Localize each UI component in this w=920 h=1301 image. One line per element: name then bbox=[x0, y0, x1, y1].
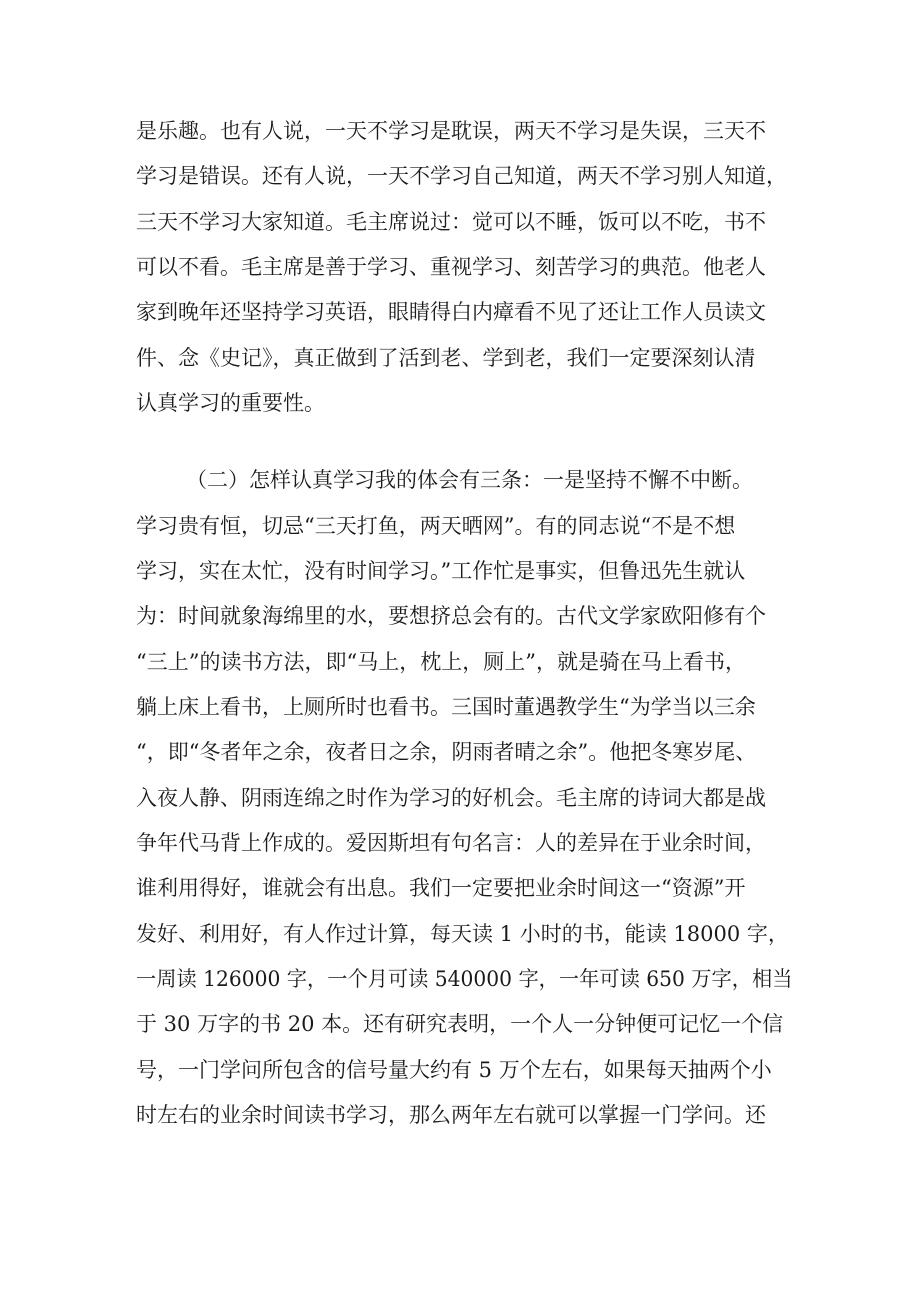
text-line: 发好、利用好，有人作过计算，每天读 1 小时的书，能读 18000 字， bbox=[136, 922, 789, 946]
text-line: 学习是错误。还有人说，一天不学习自己知道，两天不学习别人知道， bbox=[136, 164, 787, 188]
text-line: 一周读 126000 字，一个月可读 540000 字，一年可读 650 万字，相当 bbox=[136, 967, 793, 991]
text-line: “，即“冬者年之余，夜者日之余，阴雨者晴之余”。他把冬寒岁尾、 bbox=[136, 740, 757, 764]
text-line: 谁利用得好，谁就会有出息。我们一定要把业余时间这一“资源”开 bbox=[136, 876, 746, 900]
text-line: 家到晚年还坚持学习英语，眼睛得白内瘴看不见了还让工作人员读文 bbox=[136, 300, 766, 324]
text-line: 三天不学习大家知道。毛主席说过：觉可以不睡，饭可以不吃，书不 bbox=[136, 210, 766, 234]
text-line: 为：时间就象海绵里的水，要想挤总会有的。古代文学家欧阳修有个 bbox=[136, 604, 766, 628]
text-line: 是乐趣。也有人说，一天不学习是耽误，两天不学习是失误，三天不 bbox=[136, 119, 766, 143]
text-line: 入夜人静、阴雨连绵之时作为学习的好机会。毛主席的诗词大都是战 bbox=[136, 786, 766, 810]
text-line: （二）怎样认真学习我的体会有三条：一是坚持不懈不中断。 bbox=[186, 468, 753, 492]
text-line: 时左右的业余时间读书学习，那么两年左右就可以掌握一门学问。还 bbox=[136, 1103, 766, 1127]
text-line: 认真学习的重要性。 bbox=[136, 391, 325, 415]
text-line: 争年代马背上作成的。爱因斯坦有句名言：人的差异在于业余时间， bbox=[136, 831, 766, 855]
text-line: 学习贵有恒，切忌“三天打鱼，两天晒网”。有的同志说“不是不想 bbox=[136, 514, 736, 538]
text-line: 可以不看。毛主席是善于学习、重视学习、刻苦学习的典范。他老人 bbox=[136, 255, 766, 279]
text-line: 件、念《史记》，真正做到了活到老、学到老，我们一定要深刻认清 bbox=[136, 346, 756, 370]
text-line: 躺上床上看书，上厕所时也看书。三国时董遇教学生“为学当以三余 bbox=[136, 695, 756, 719]
text-line: 学习，实在太忙，没有时间学习。”工作忙是事实，但鲁迅先生就认 bbox=[136, 559, 746, 583]
text-line: “三上”的读书方法，即“马上，枕上，厕上”，就是骑在马上看书， bbox=[136, 650, 746, 674]
text-line: 于 30 万字的书 20 本。还有研究表明，一个人一分钟便可记忆一个信 bbox=[136, 1012, 784, 1036]
text-line: 号，一门学问所包含的信号量大约有 5 万个左右，如果每天抽两个小 bbox=[136, 1058, 772, 1082]
